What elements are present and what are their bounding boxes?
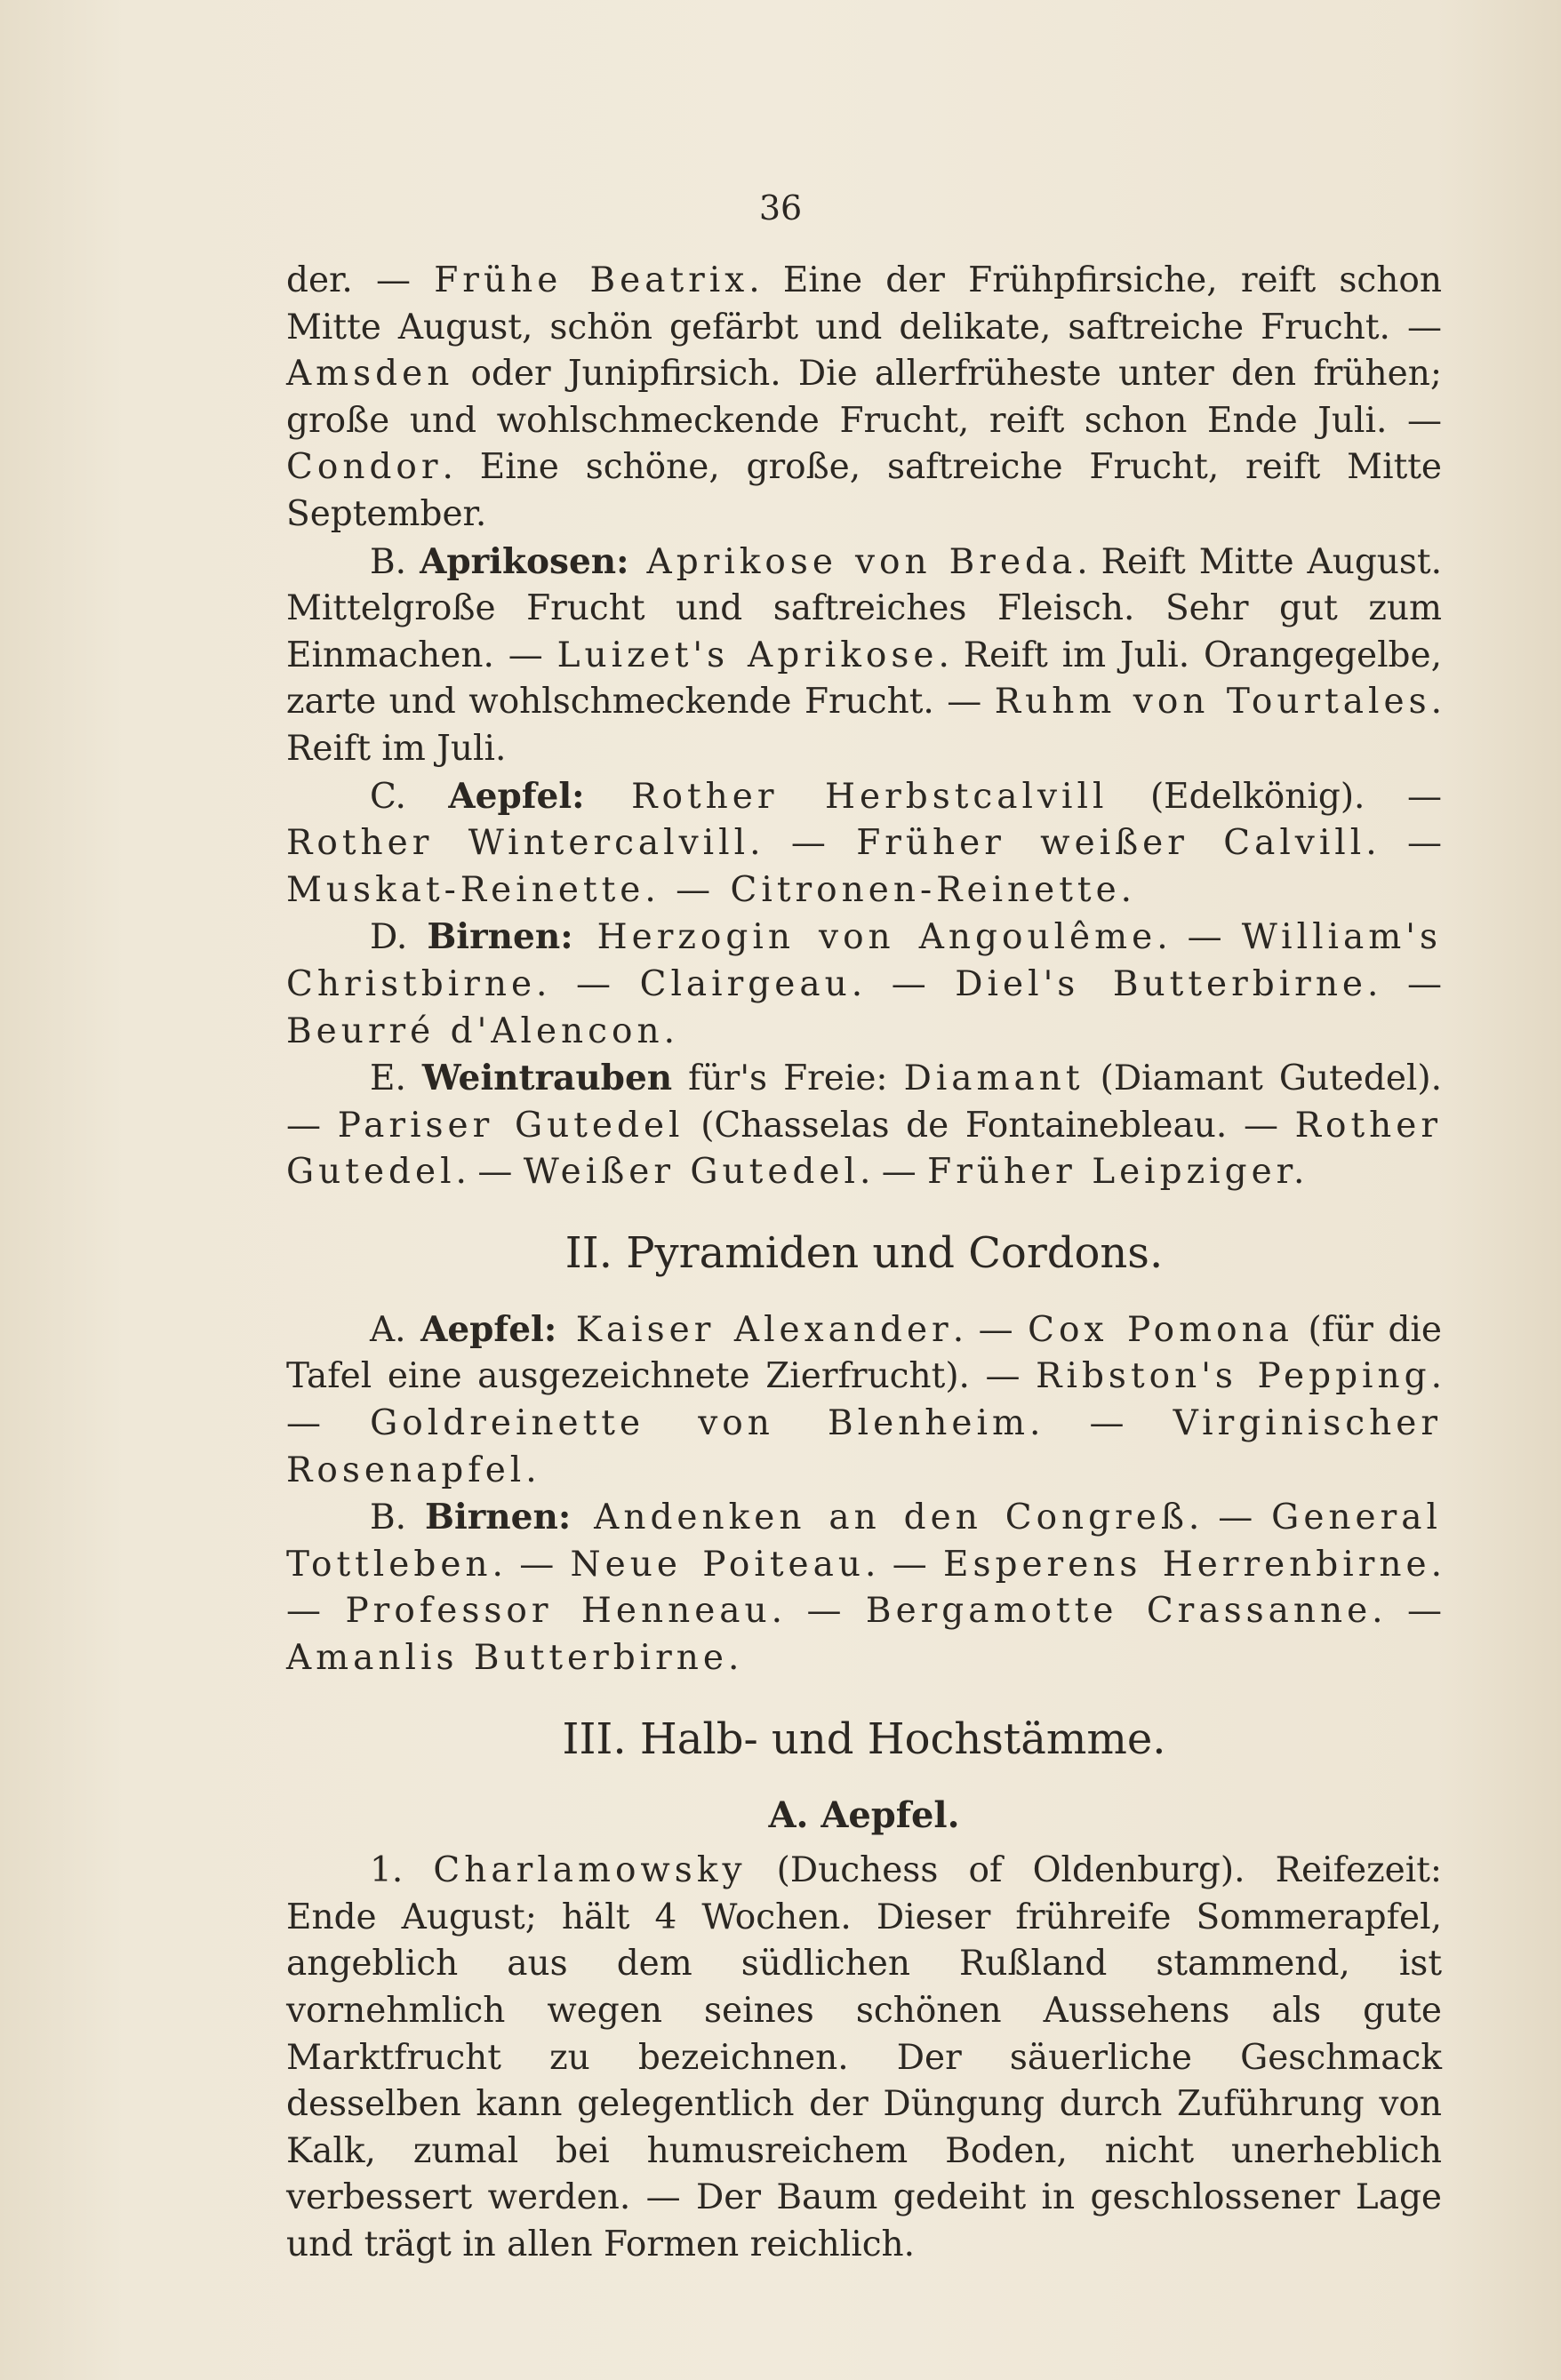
section-heading-iii: III. Halb- und Hochstämme. (562, 1713, 1166, 1764)
subheading-apples: A. Aepfel. (768, 1793, 960, 1836)
paragraph-grapes: E. Weintrauben für's Freie: Diamant (Diamant Gutedel). — Pariser Gutedel (Chasselas de Fontainebleau. — Rother Gutedel. — Weißer Gutedel. — Früher Leipziger. (286, 1058, 1442, 1193)
paragraph-apples: C. Aepfel: Rother Herbstcalvill (Edelkönig). — Rother Wintercalvill. — Früher weißer Calvill. — Muskat-Reinette. — Citronen-Reinette. (286, 775, 1442, 910)
paragraph: der. — Frühe Beatrix. Eine der Frühpfirsiche, reift schon Mitte August, schön gefärbt und delikate, saftreiche Frucht. — Amsden oder Junipfirsich. Die allerfrüheste unter den frühen; große und wohlschmeckende Frucht, reift schon Ende Juli. — Condor. Eine schöne, große, saftreiche Frucht, reift Mitte September. (286, 260, 1442, 534)
paragraph-apples-ii: A. Aepfel: Kaiser Alexander. — Cox Pomona (für die Tafel eine ausgezeichnete Zierfrucht). — Ribston's Pepping. — Goldreinette von Blenheim. — Virginischer Rosenapfel. (286, 1308, 1443, 1490)
page-text (286, 258, 1442, 2269)
section-heading-ii: II. Pyramiden und Cordons. (564, 1227, 1164, 1278)
paragraph-pears-ii: B. Birnen: Andenken an den Congreß. — General Tottleben. — Neue Poiteau. — Esperens Herrenbirne. — Professor Henneau. — Bergamotte Crassanne. — Amanlis Butterbirne. (286, 1497, 1442, 1679)
paragraph-apricots: B. Aprikosen: Aprikose von Breda. Reift Mitte August. Mittelgroße Frucht und saftreiches Fleisch. Sehr gut zum Einmachen. — Luizet's Aprikose. Reift im Juli. Orangegelbe, zarte und wohlschmeckende Frucht. — Ruhm von Tourtales. Reift im Juli. (286, 540, 1442, 769)
paragraph-pears: D. Birnen: Herzogin von Angoulême. — William's Christbirne. — Clairgeau. — Diel's Butterbirne. — Beurré d'Alencon. (286, 916, 1442, 1051)
paragraph-charlamowsky: 1. Charlamowsky (Duchess of Oldenburg). Reifezeit: Ende August; hält 4 Wochen. Dieser frühreife Sommerapfel, angeblich aus dem südlichen Rußland stammend, ist vornehmlich wegen seines schönen Aussehens als gute Marktfrucht zu bezeichnen. Der säuerliche Geschmack desselben kann gelegentlich der Düngung durch Zuführung von Kalk, zumal bei humusreichem Boden, nicht unerheblich verbessert werden. — Der Baum gedeiht in geschlossener Lage und trägt in allen Formen reichlich. (286, 1850, 1443, 2264)
page-number: 36 (758, 188, 803, 228)
